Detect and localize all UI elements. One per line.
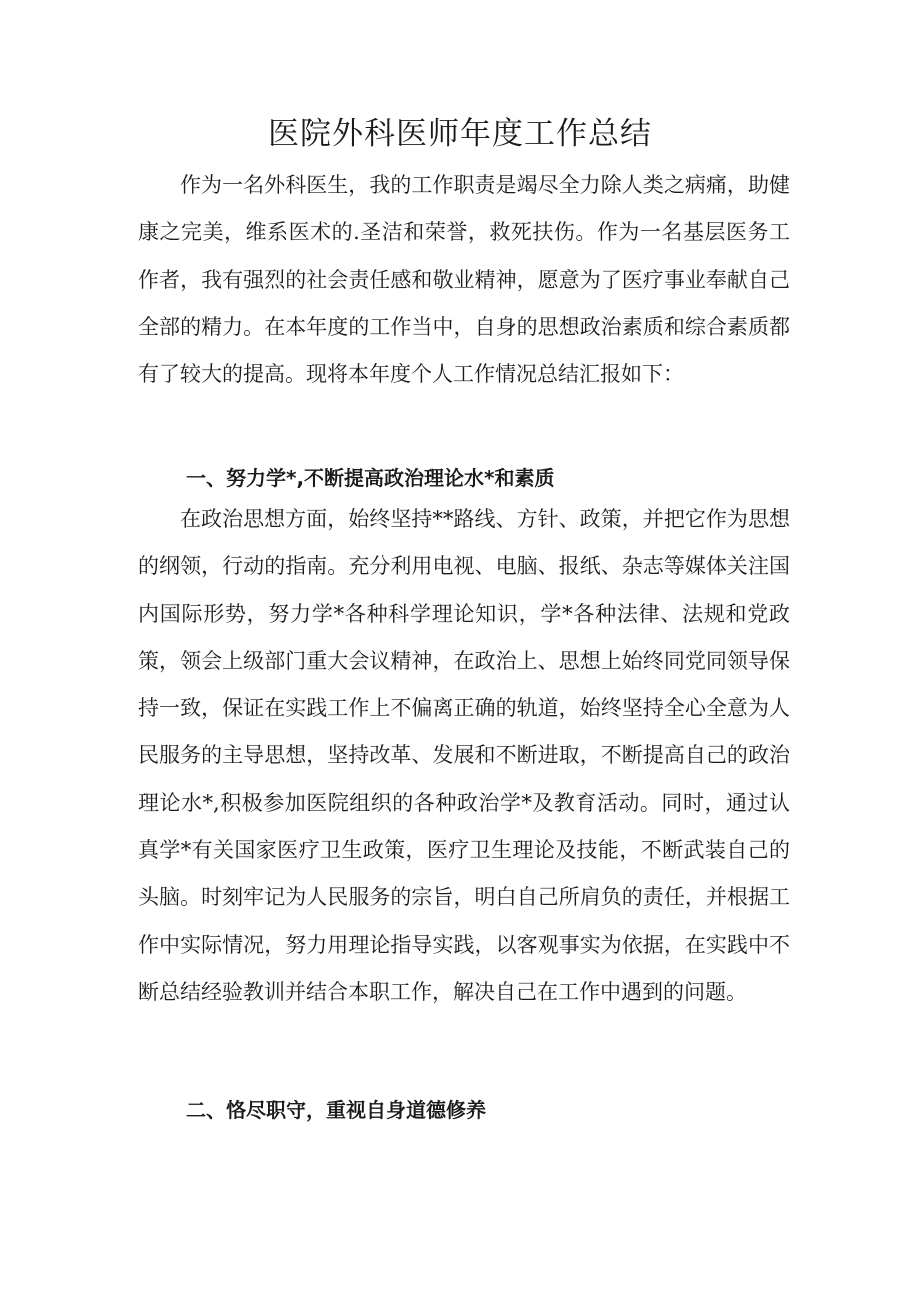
intro-paragraph-block — [138, 162, 790, 398]
section-2-heading: 二、恪尽职守，重视自身道德修养 — [186, 1098, 486, 1122]
section-1-heading: 一、努力学*,不断提高政治理论水*和素质 — [186, 466, 555, 490]
section-1-body-block — [138, 496, 790, 1016]
section-1-body: 在政治思想方面，始终坚持**路线、方针、政策，并把它作为思想的纲领，行动的指南。充分利用电视、电脑、报纸、杂志等媒体关注国内国际形势，努力学*各种科学理论知识，学*各种法律、法规和党政策，领会上级部门重大会议精神，在政治上、思想上始终同党同领导保持一致，保证在实践工作上不偏离正确的轨道，始终坚持全心全意为人民服务的主导思想，坚持改革、发展和不断进取，不断提高自己的政治理论水*,积极参加医院组织的各种政治学*及教育活动。同时，通过认真学*有关国家医疗卫生政策，医疗卫生理论及技能，不断武装自己的头脑。时刻牢记为人民服务的宗旨，明白自己所肩负的责任，并根据工作中实际情况，努力用理论指导实践，以客观事实为依据，在实践中不断总结经验教训并结合本职工作，解决自己在工作中遇到的问题。 — [138, 507, 790, 1004]
document-title: 医院外科医师年度工作总结 — [268, 116, 652, 152]
intro-paragraph: 作为一名外科医生，我的工作职责是竭尽全力除人类之病痛，助健康之完美，维系医术的.圣洁和荣誉，救死扶伤。作为一名基层医务工作者，我有强烈的社会责任感和敬业精神，愿意为了医疗事业奉献自己全部的精力。在本年度的工作当中，自身的思想政治素质和综合素质都有了较大的提高。现将本年度个人工作情况总结汇报如下： — [138, 173, 790, 387]
